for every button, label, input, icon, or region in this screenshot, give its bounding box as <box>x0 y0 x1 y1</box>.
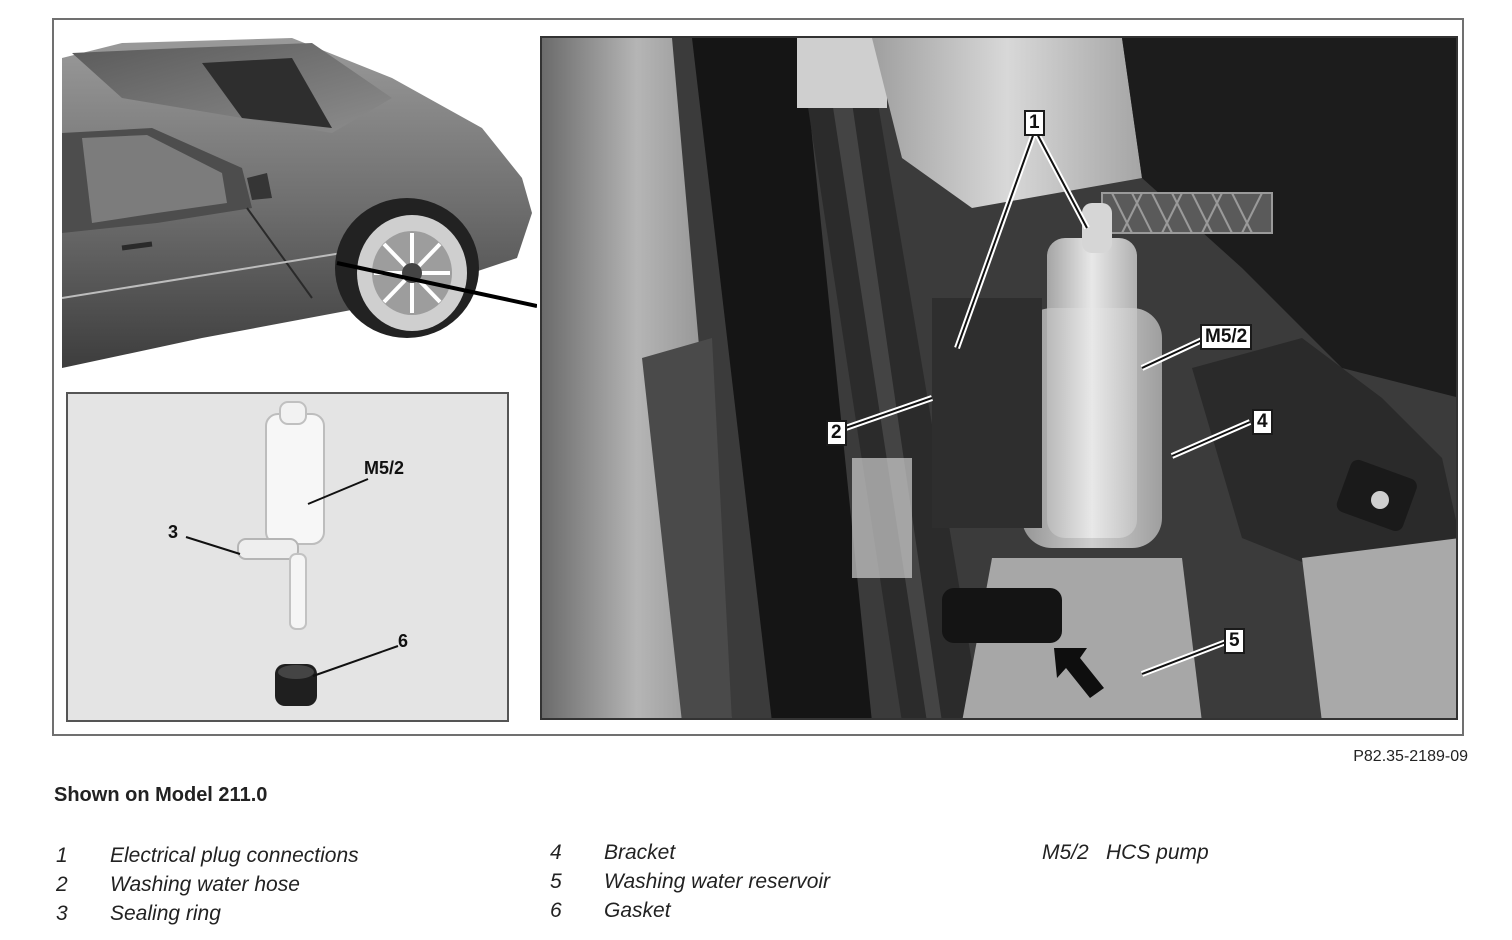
legend-number: 5 <box>550 870 562 893</box>
legend-label: Gasket <box>604 899 671 922</box>
callout-6-inset: 6 <box>398 631 409 651</box>
legend-number: 1 <box>56 844 68 867</box>
callout-1: 1 <box>1024 110 1045 136</box>
callout-2: 2 <box>826 420 847 446</box>
legend-number: 3 <box>56 902 68 925</box>
callout-4: 4 <box>1252 409 1273 435</box>
legend-label: Washing water hose <box>110 873 300 896</box>
legend-number: M5/2 <box>1042 841 1089 864</box>
model-note: Shown on Model 211.0 <box>54 784 268 806</box>
callout-m5-2: M5/2 <box>1200 324 1252 350</box>
legend-column-2 <box>550 838 830 925</box>
legend-item <box>56 841 359 870</box>
figure-reference-code: P82.35-2189-09 <box>1353 748 1468 765</box>
legend-label: HCS pump <box>1106 841 1209 864</box>
callout-m5-2-inset: M5/2 <box>364 458 405 478</box>
legend-column-1 <box>56 841 359 928</box>
legend-label: Sealing ring <box>110 902 221 925</box>
legend-number: 6 <box>550 899 562 922</box>
legend-item <box>550 867 830 896</box>
legend-item <box>1042 838 1209 867</box>
legend-label: Bracket <box>604 841 676 864</box>
legend-column-3 <box>1042 838 1209 867</box>
legend-item <box>550 838 830 867</box>
legend-item <box>56 870 359 899</box>
pump-detail-inset <box>66 392 509 722</box>
legend-item <box>56 899 359 928</box>
legend-label: Electrical plug connections <box>110 844 359 867</box>
legend-item <box>550 896 830 925</box>
legend-number: 2 <box>56 873 68 896</box>
callout-5: 5 <box>1224 628 1245 654</box>
engine-bay-photo <box>540 36 1458 720</box>
legend-label: Washing water reservoir <box>604 870 831 893</box>
callout-3-inset: 3 <box>168 522 179 542</box>
hcs-pump-shape <box>266 414 324 544</box>
car-illustration <box>62 38 537 383</box>
legend-number: 4 <box>550 841 562 864</box>
